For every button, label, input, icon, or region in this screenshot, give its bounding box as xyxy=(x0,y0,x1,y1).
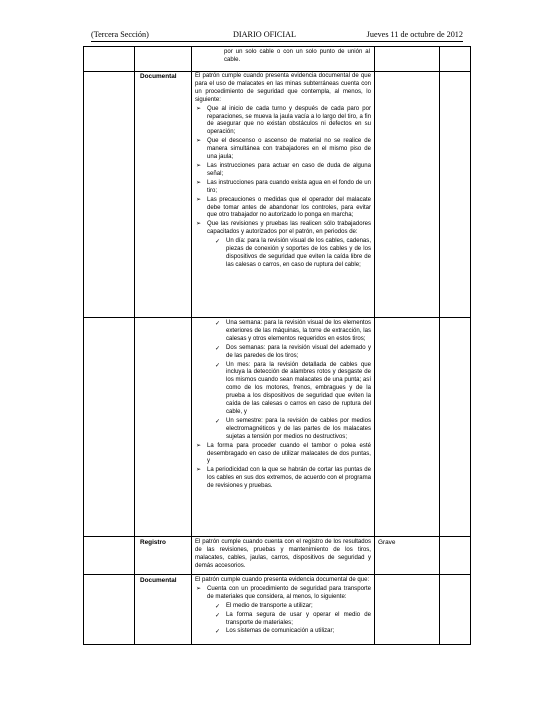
header-date: Jueves 11 de octubre de 2012 xyxy=(366,30,463,39)
table-bottom-border xyxy=(83,644,471,645)
row1-intro: El patrón cumple cuando presenta evidencia documental de que para el uso de malacates en las minas subterráneas cuenta con un procedimiento de seguridad que contempla, al menos, lo siguiente: xyxy=(195,73,371,103)
list-item xyxy=(195,586,371,602)
list-item-text: Cuenta con un procedimiento de seguridad para transporte de materiales que considera, al menos, lo siguiente: xyxy=(207,585,371,600)
list-item xyxy=(195,197,371,221)
arrow-bullet-icon: ➢ xyxy=(196,179,202,186)
check-bullet-icon: ✓ xyxy=(215,628,221,636)
table-col-divider xyxy=(374,46,375,645)
row1-label: Documental xyxy=(140,73,177,80)
list-item-text: Las instrucciones para actuar en caso de duda de alguna señal; xyxy=(207,162,371,177)
list-item-text: Que el descenso o ascenso de material no se realice de manera simultánea con trabajadores en el mismo piso de una jaula; xyxy=(207,138,371,161)
list-item xyxy=(195,138,371,162)
header-rule xyxy=(91,41,463,42)
check-bullet-icon: ✓ xyxy=(215,320,221,327)
sub-list-item-text: Dos semanas: para la revisión visual del ademado y de las paredes de los tiros; xyxy=(226,344,371,359)
list-item xyxy=(195,180,371,196)
table-row-divider xyxy=(83,317,471,318)
row1-content xyxy=(195,73,371,270)
check-bullet-icon: ✓ xyxy=(215,602,221,610)
row3-content xyxy=(195,539,371,571)
arrow-bullet-icon: ➢ xyxy=(196,105,202,112)
row3-paragraph: El patrón cumple cuando cuenta con el registro de los resultados de las revisiones, pruebas y mantenimiento de los tiros, malacates, cables, jaulas, carros, dispositivos de seguridad y demás accesorios. xyxy=(195,539,371,569)
row2-content xyxy=(195,320,371,491)
table-col-divider xyxy=(439,46,440,645)
row4-intro: El patrón cumple cuando presenta evidencia documental de que: xyxy=(195,577,370,583)
sub-list-item-text: El medio de transporte a utilizar; xyxy=(226,602,313,609)
sub-list-item xyxy=(195,628,371,636)
table-top-border xyxy=(83,46,471,47)
arrow-bullet-icon: ➢ xyxy=(196,196,202,203)
sub-list-item-text: Los sistemas de comunicación a utilizar; xyxy=(226,628,335,635)
list-item xyxy=(195,163,371,179)
sub-list-item xyxy=(195,238,371,270)
severity-badge: Grave xyxy=(378,539,396,546)
row3-label: Registro xyxy=(140,539,166,546)
list-item xyxy=(195,221,371,237)
list-item-text: Las precauciones o medidas que el operador del malacate debe tomar antes de abandonar los controles, para evitar que otro trabajador no autorizado lo ponga en marcha; xyxy=(207,196,371,219)
arrow-bullet-icon: ➢ xyxy=(196,221,202,228)
sub-list-item xyxy=(195,603,371,611)
row4-label: Documental xyxy=(140,577,177,584)
check-bullet-icon: ✓ xyxy=(215,361,221,369)
header-publication: DIARIO OFICIAL xyxy=(233,30,296,39)
sub-list-item xyxy=(195,418,371,442)
arrow-bullet-icon: ➢ xyxy=(196,585,202,592)
sub-list-item xyxy=(195,320,371,344)
arrow-bullet-icon: ➢ xyxy=(196,442,202,449)
check-bullet-icon: ✓ xyxy=(215,238,221,246)
sub-list-item-text: Un día: para la revisión visual de los cables, cadenas, piezas de conexión y soportes de los cables y de los dispositivos de seguridad que eviten la caída libre de las calesas o carros, en caso de ruptura del cable; xyxy=(226,238,371,268)
arrow-bullet-icon: ➢ xyxy=(196,162,202,169)
row4-content xyxy=(195,577,371,636)
list-item-text: Que al inicio de cada turno y después de cada paro por reparaciones, se mueva la jaula vacía a lo largo del tiro, a fin de asegurar que no existan obstáculos ni defectos en su operación; xyxy=(207,105,371,136)
check-bullet-icon: ✓ xyxy=(215,611,221,619)
check-bullet-icon: ✓ xyxy=(215,344,221,352)
table-col-divider xyxy=(191,46,192,645)
arrow-bullet-icon: ➢ xyxy=(196,138,202,145)
list-item-text: Que las revisiones y pruebas las realicen sólo trabajadores capacitados y autorizados por el patrón, en periodos de: xyxy=(207,221,371,236)
table-col-divider xyxy=(134,46,135,645)
check-bullet-icon: ✓ xyxy=(215,417,221,425)
sub-list-item xyxy=(195,362,371,417)
row0-text xyxy=(224,49,370,65)
table-row-divider xyxy=(83,536,471,537)
list-item-text: Las instrucciones para cuando exista agua en el fondo de un tiro; xyxy=(207,179,371,194)
list-item xyxy=(195,106,371,138)
sub-list-item-text: Una semana: para la revisión visual de los elementos exteriores de las máquinas, la torre de extracción, las calesas y otros elementos requeridos en estos tiros; xyxy=(226,320,371,342)
sub-list-item-text: Un mes: para la revisión detallada de cables que incluya la detección de alambres rotos y desgaste de los mismos cuando sean malacates de una punta; así como de los motores, frenos, embragues y de la prueba a los dispositivos de seguridad que eviten la caída de las calesas o carros en caso de ruptura del cable, y xyxy=(226,361,371,415)
list-item-text: La forma para proceder cuando el tambor o polea esté desembragado en caso de utilizar malacates de dos puntas, y xyxy=(207,442,371,465)
table-left-border xyxy=(83,46,84,645)
row0-paragraph: por un solo cable o con un solo punto de unión al cable. xyxy=(224,49,370,63)
list-item xyxy=(195,467,371,491)
table-right-border xyxy=(470,46,471,645)
sub-list-item-text: Un semestre: para la revisión de cables por medios electromagnéticos y de las partes de los malacates sujetas a tensión por medios no destructivos; xyxy=(226,417,371,440)
sub-list-item xyxy=(195,612,371,628)
list-item-text: La periodicidad con la que se habrán de cortar las puntas de los cables en sus dos extremos, de acuerdo con el programa de revisiones y pruebas. xyxy=(207,467,371,490)
table-row-divider xyxy=(83,71,471,72)
sub-list-item xyxy=(195,345,371,361)
table-row-divider xyxy=(83,574,471,575)
header-section: (Tercera Sección) xyxy=(91,30,149,39)
sub-list-item-text: La forma segura de usar y operar el medio de transporte de materiales; xyxy=(226,611,371,626)
arrow-bullet-icon: ➢ xyxy=(196,467,202,474)
list-item xyxy=(195,443,371,467)
criteria-table xyxy=(83,46,471,646)
